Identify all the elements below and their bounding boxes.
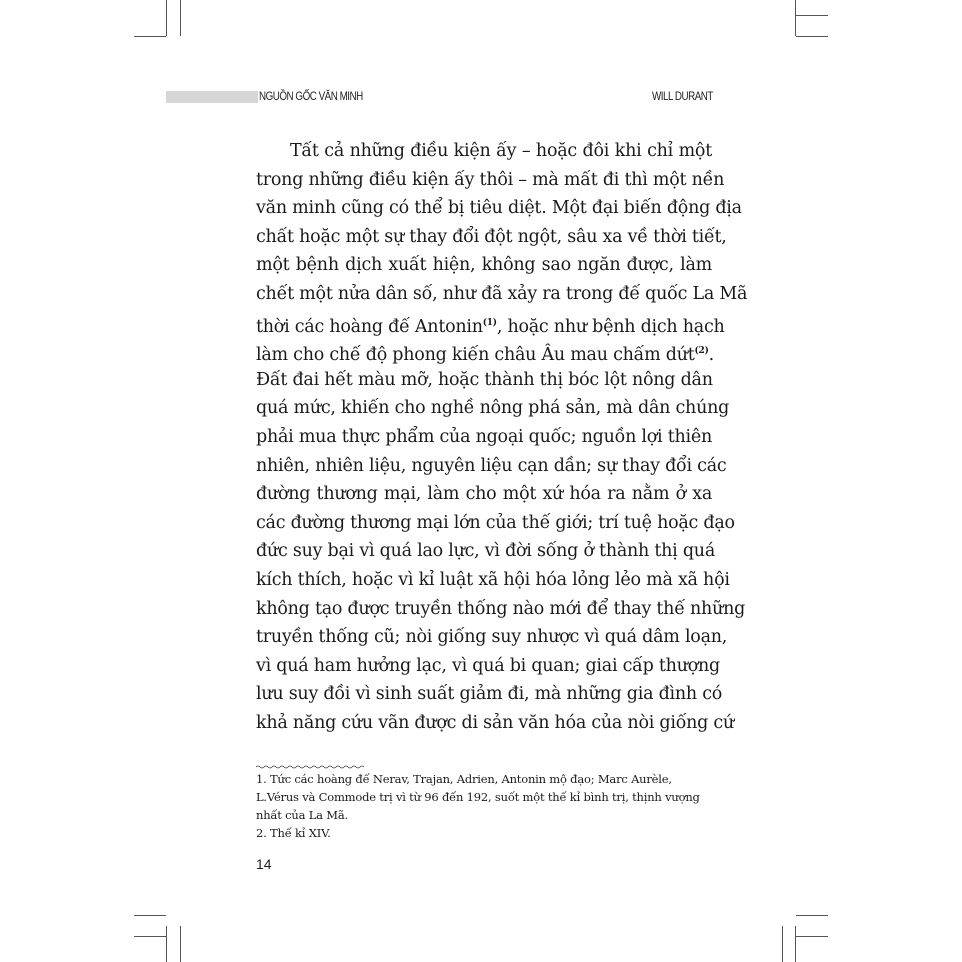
running-header-author: WILL DURANT xyxy=(652,89,713,103)
crop-mark xyxy=(796,15,828,16)
crop-mark xyxy=(134,36,166,37)
crop-mark xyxy=(166,926,167,962)
crop-mark xyxy=(796,936,828,937)
text-line xyxy=(256,309,725,338)
text-line: trong những điều kiện ấy thôi – mà mất đi thì một nền xyxy=(256,169,725,190)
text-line: chết một nửa dân số, như đã xảy ra trong đế quốc La Mã xyxy=(256,283,748,304)
footnote-ref-2: (2) xyxy=(694,346,709,357)
footnotes xyxy=(256,770,716,842)
text-line: nhiên, nhiên liệu, nguyên liệu cạn dần; sự thay đổi các xyxy=(256,455,727,476)
text-line: đức suy bại vì quá lao lực, vì đời sống ở thành thị quá xyxy=(256,541,715,562)
crop-mark xyxy=(782,926,783,962)
text-line: Đất đai hết màu mỡ, hoặc thành thị bóc lột nông dân xyxy=(256,369,713,390)
text-line: các đường thương mại lớn của thế giới; trí tuệ hoặc đạo xyxy=(256,512,735,533)
text-line: đường thương mại, làm cho một xứ hóa ra nằm ở xa xyxy=(256,484,712,505)
text-line xyxy=(256,337,712,366)
crop-mark xyxy=(796,36,828,37)
text-segment: thời các hoàng đế Antonin xyxy=(256,316,483,337)
text-line: văn minh cũng có thể bị tiêu diệt. Một đại biến động địa xyxy=(256,198,742,219)
footnote-1-line: nhất của La Mã. xyxy=(256,808,348,822)
page-number: 14 xyxy=(256,856,272,872)
crop-mark xyxy=(180,926,181,962)
crop-mark xyxy=(795,926,796,962)
text-line: phải mua thực phẩm của ngoại quốc; nguồn lợi thiên xyxy=(256,426,712,447)
crop-mark xyxy=(134,936,166,937)
text-segment: , hoặc như bệnh dịch hạch xyxy=(496,316,725,337)
text-segment: làm cho chế độ phong kiến châu Âu mau chấm dứt xyxy=(256,345,695,366)
running-header-title: NGUỒN GỐC VĂN MINH xyxy=(259,89,363,103)
crop-mark xyxy=(180,0,181,36)
text-line: quá mức, khiến cho nghề nông phá sản, mà dân chúng xyxy=(256,398,730,419)
crop-mark xyxy=(134,915,166,916)
footnote-1-line: 1. Tức các hoàng đế Nerav, Trajan, Adrien, Antonin mộ đạo; Marc Aurèle, xyxy=(256,772,672,786)
text-line: khả năng cứu vãn được di sản văn hóa của nòi giống cứ xyxy=(256,712,735,733)
text-line: chất hoặc một sự thay đổi đột ngột, sâu xa về thời tiết, xyxy=(256,226,727,247)
text-segment: . xyxy=(708,345,714,366)
body-paragraph xyxy=(256,137,748,737)
crop-mark xyxy=(796,915,828,916)
text-line: không tạo được truyền thống nào mới để thay thế những xyxy=(256,598,746,619)
text-line: kích thích, hoặc vì kỉ luật xã hội hóa lỏng lẻo mà xã hội xyxy=(256,569,730,590)
crop-mark xyxy=(166,0,167,36)
text-line: truyền thống cũ; nòi giống suy nhược vì quá dâm loạn, xyxy=(256,627,728,648)
text-line: một bệnh dịch xuất hiện, không sao ngăn được, làm xyxy=(256,255,712,276)
crop-mark xyxy=(795,0,796,36)
footnote-separator xyxy=(256,765,364,769)
footnote-2: 2. Thế kỉ XIV. xyxy=(256,826,331,840)
text-line: Tất cả những điều kiện ấy – hoặc đôi khi chỉ một xyxy=(290,141,712,161)
footnote-ref-1: (1) xyxy=(482,317,497,328)
header-bar xyxy=(166,91,258,103)
text-line: vì quá ham hưởng lạc, vì quá bi quan; giai cấp thượng xyxy=(256,655,720,676)
footnote-1-line: L.Vérus và Commode trị vì từ 96 đến 192, suốt một thế kỉ bình trị, thịnh vượng xyxy=(256,790,700,804)
text-line: lưu suy đồi vì sinh suất giảm đi, mà những gia đình có xyxy=(256,684,723,705)
